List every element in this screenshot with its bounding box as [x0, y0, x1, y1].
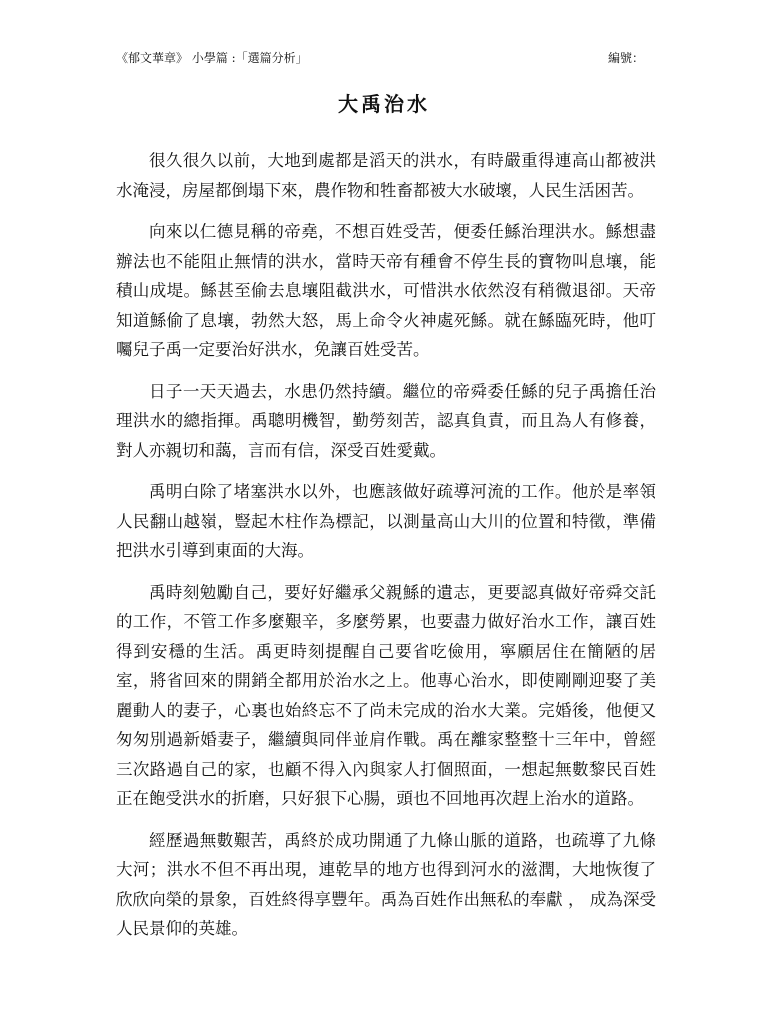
- paragraph: 向來以仁德見稱的帝堯，不想百姓受苦，便委任鯀治理洪水。鯀想盡辦法也不能阻止無情的洪水，當時天帝有種會不停生長的寶物叫息壤，能積山成堤。鯀甚至偷去息壤阻截洪水，可惜洪水依然沒有稍微退卻。天帝知道鯀偷了息壤，勃然大怒，馬上命令火神處死鯀。就在鯀臨死時，他叮囑兒子禹一定要治好洪水，免讓百姓受苦。: [116, 222, 656, 359]
- page-header: [116, 50, 644, 66]
- paragraph: 很久很久以前，大地到處都是滔天的洪水，有時嚴重得連高山都被洪水淹浸，房屋都倒塌下來，農作物和牲畜都被大水破壞，人民生活困苦。: [116, 151, 656, 200]
- paragraph: 禹時刻勉勵自己，要好好繼承父親鯀的遺志，更要認真做好帝舜交託的工作，不管工作多麼艱辛，多麼勞累，也要盡力做好治水工作，讓百姓得到安穩的生活。禹更時刻提醒自己要省吃儉用，寧願居住在簡陋的居室，將省回來的開銷全都用於治水之上。他專心治水，即使剛剛迎娶了美麗動人的妻子，心裏也始終忘不了尚未完成的治水大業。完婚後，他便又匆匆別過新婚妻子，繼續與同伴並肩作戰。禹在離家整整十三年中，曾經三次路過自己的家，也顧不得入內與家人打個照面，一想起無數黎民百姓正在飽受洪水的折磨，只好狠下心腸，頭也不回地再次趕上治水的道路。: [116, 582, 656, 808]
- header-number-label: 編號：: [607, 51, 644, 65]
- article-body: [116, 146, 656, 956]
- paragraph: 經歷過無數艱苦，禹終於成功開通了九條山脈的道路，也疏導了九條大河；洪水不但不再出現，連乾旱的地方也得到河水的滋潤，大地恢復了欣欣向榮的景象，百姓終得享豐年。禹為百姓作出無私的奉獻 ， 成為深受人民景仰的英雄。: [116, 830, 656, 938]
- paragraph: 禹明白除了堵塞洪水以外，也應該做好疏導河流的工作。他於是率領人民翻山越嶺，豎起木柱作為標記，以測量高山大川的位置和特徵，準備把洪水引導到東面的大海。: [116, 482, 656, 560]
- header-series-title: 《郁文華章》 小學篇 :「選篇分析」: [116, 51, 308, 65]
- paragraph: 日子一天天過去，水患仍然持續。繼位的帝舜委任鯀的兒子禹擔任治理洪水的總指揮。禹聰明機智，勤勞刻苦，認真負責，而且為人有修養，對人亦親切和藹，言而有信，深受百姓愛戴。: [116, 381, 656, 460]
- document-title: 大禹治水: [338, 92, 430, 116]
